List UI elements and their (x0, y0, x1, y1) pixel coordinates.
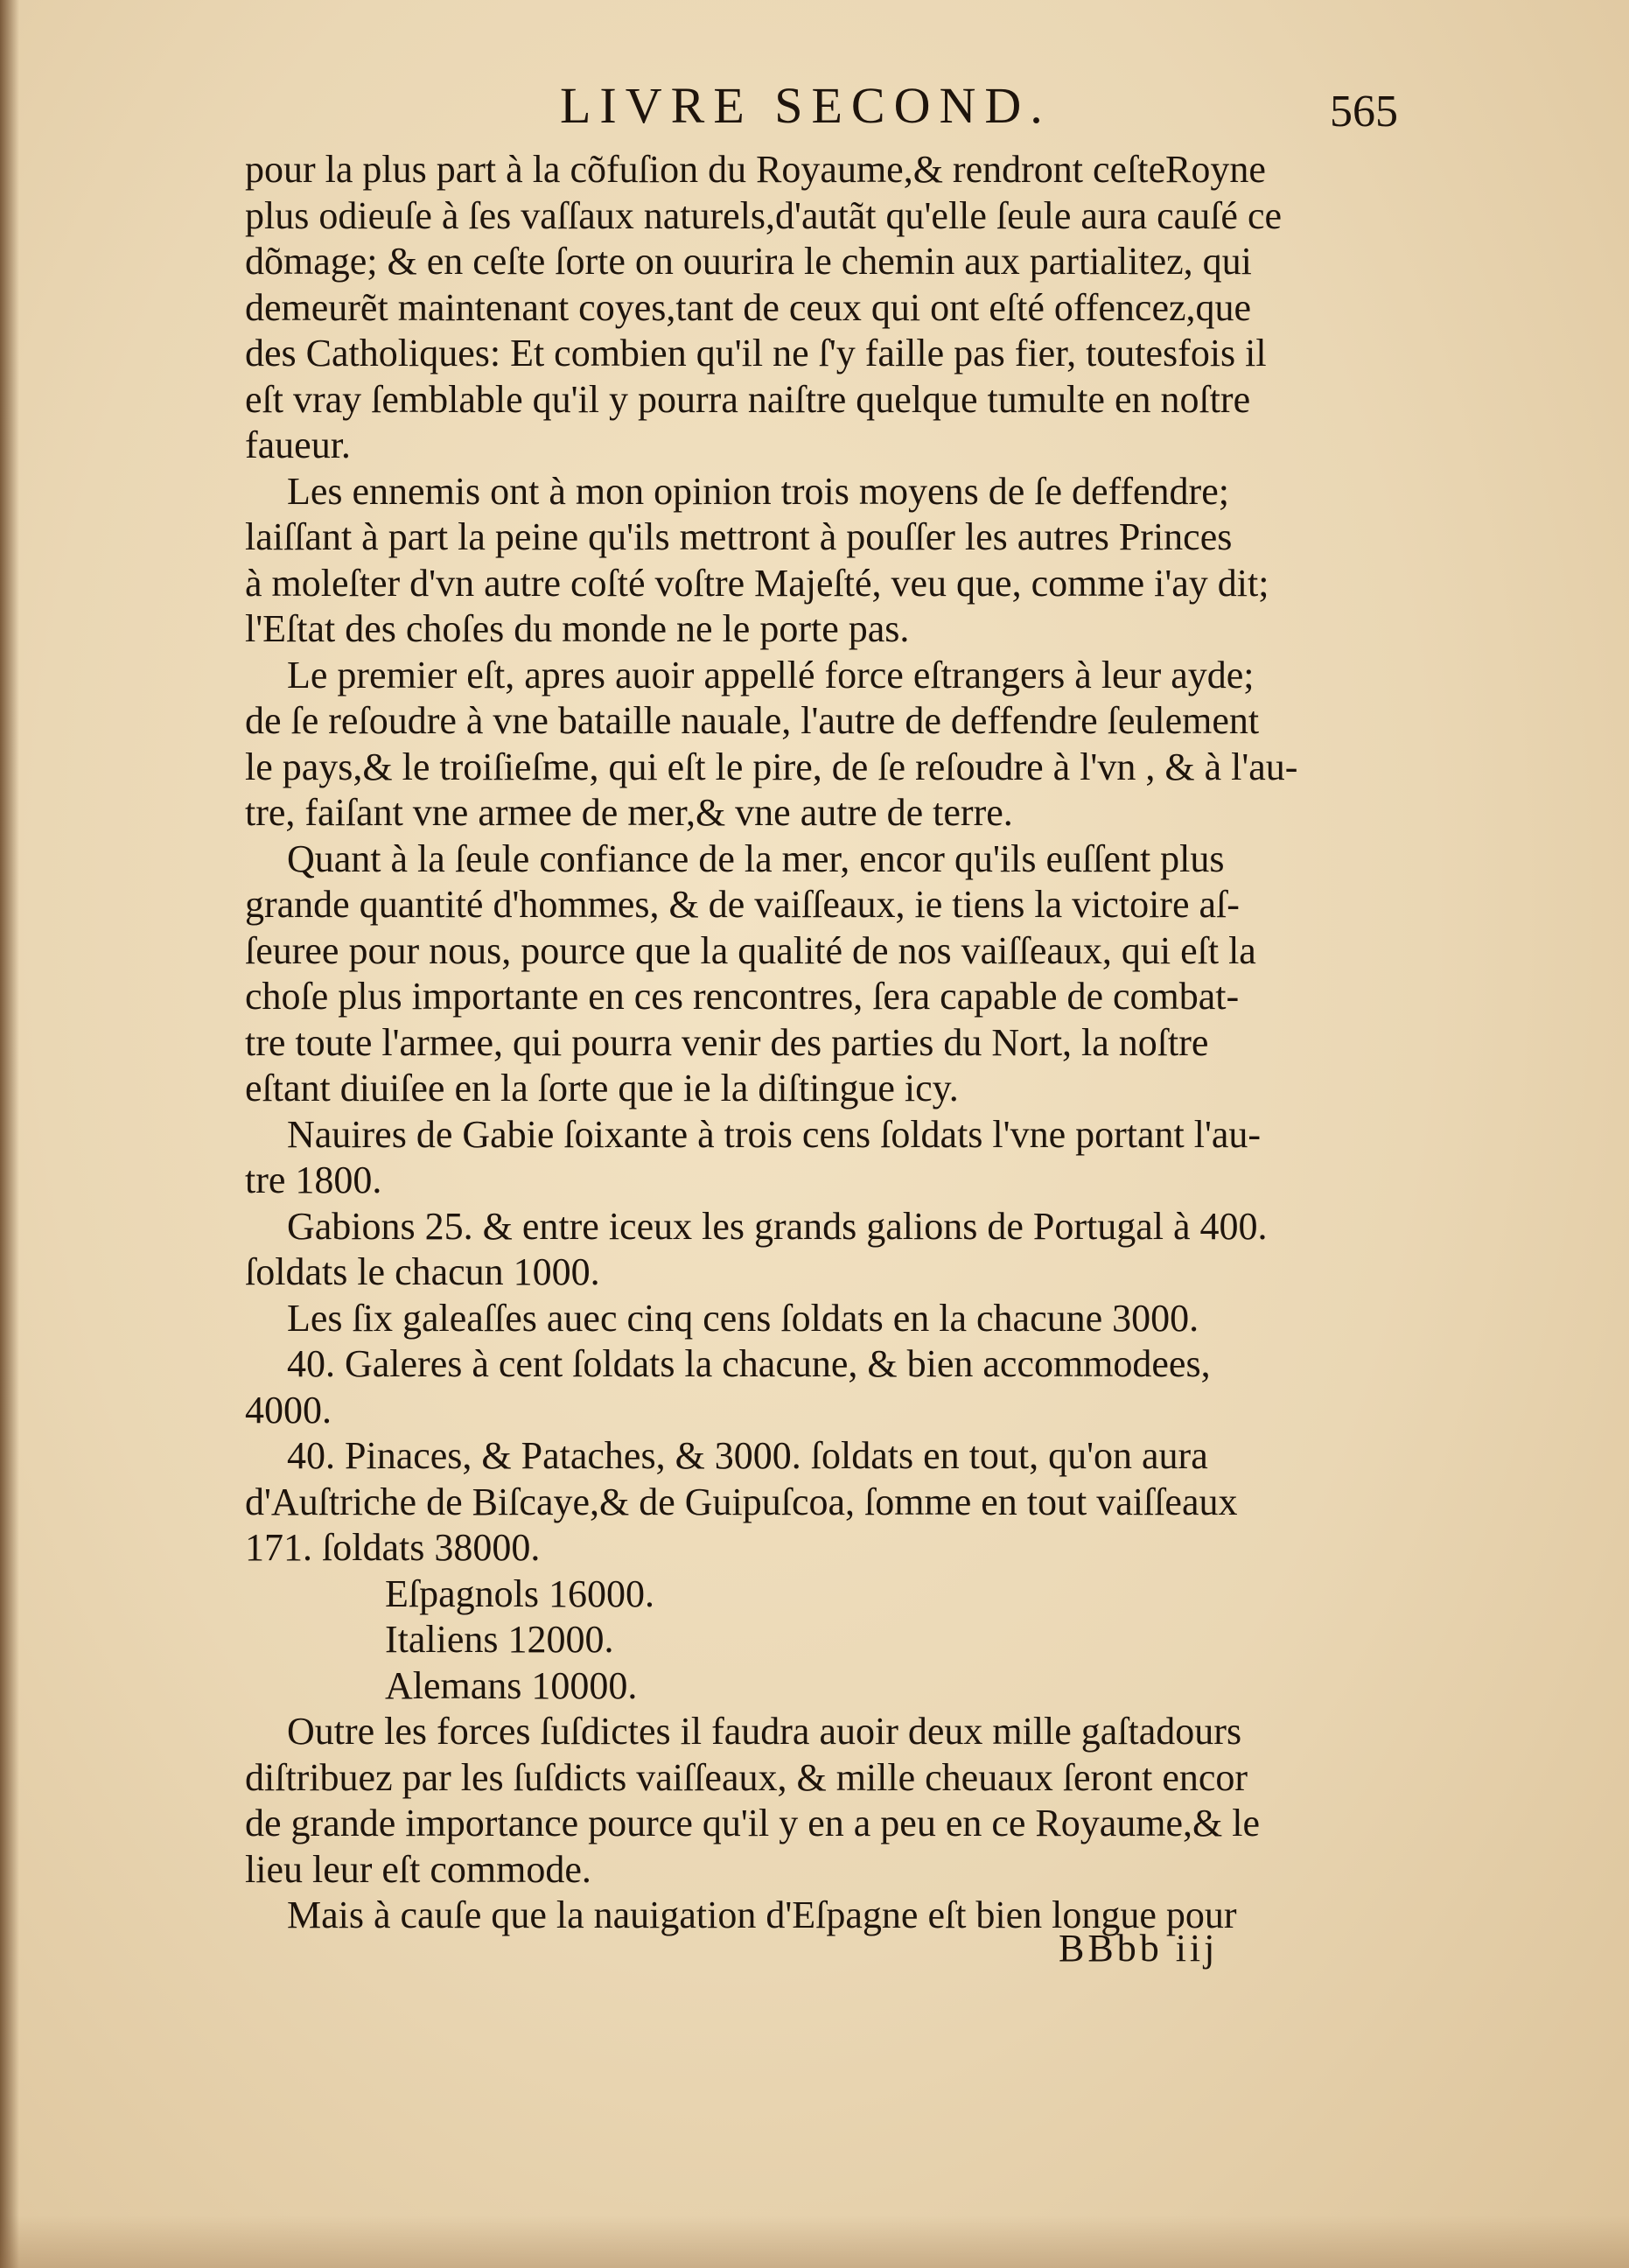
text-line: d'Auſtriche de Biſcaye,& de Guipuſcoa, ſomme en tout vaiſſeaux (245, 1480, 1238, 1523)
text-line: Mais à cauſe que la nauigation d'Eſpagne eſt bien longue pour (287, 1894, 1237, 1936)
text-line: tre, faiſant vne armee de mer,& vne autre de terre. (245, 791, 1013, 834)
text-line: Les ſix galeaſſes auec cinq cens ſoldats en la chacune 3000. (287, 1296, 1199, 1340)
text-line: le pays,& le troiſieſme, qui eſt le pire, de ſe reſoudre à l'vn , & à l'au- (245, 745, 1298, 788)
text-line: Alemans 10000. (385, 1663, 638, 1707)
text-line: laiſſant à part la peine qu'ils mettront à pouſſer les autres Princes (245, 515, 1233, 558)
text-line: Eſpagnols 16000. (385, 1572, 654, 1615)
text-line: demeurẽt maintenant coyes,tant de ceux qui ont eſté offencez,que (245, 285, 1252, 329)
text-line: 40. Galeres à cent ſoldats la chacune, & bien accommodees, (287, 1342, 1211, 1385)
text-line: ſoldats le chacun 1000. (245, 1250, 600, 1293)
text-line: pour la plus part à la cõfuſion du Royaume,& rendront ceſteRoyne (245, 148, 1266, 191)
text-line: 4000. (245, 1388, 332, 1432)
text-line: tre 1800. (245, 1158, 382, 1201)
text-line: dõmage; & en ceſte ſorte on ouurira le chemin aux partialitez, qui (245, 240, 1252, 283)
text-line: choſe plus importante en ces rencontres, ſera capable de combat- (245, 975, 1240, 1018)
text-line: 171. ſoldats 38000. (245, 1526, 541, 1569)
text-line: des Catholiques: Et combien qu'il ne ſ'y faille pas fier, toutesfois il (245, 332, 1267, 374)
page-number: 565 (1330, 87, 1398, 136)
text-line: lieu leur eſt commode. (245, 1847, 591, 1891)
text-line: l'Eſtat des choſes du monde ne le porte pas. (245, 607, 910, 650)
text-line: à moleſter d'vn autre coſté voſtre Majeſté, veu que, comme i'ay dit; (245, 561, 1269, 605)
signature-mark: BBbb iij (1059, 1927, 1219, 1970)
body-text (245, 147, 1422, 1939)
text-line: diſtribuez par les ſuſdicts vaiſſeaux, & mille cheuaux ſeront encor (245, 1755, 1248, 1799)
text-line: eſtant diuiſee en la ſorte que ie la diſtingue icy. (245, 1067, 959, 1110)
text-line: faueur. (245, 424, 351, 466)
page-bottom-shade (0, 2216, 1629, 2268)
text-line: plus odieuſe à ſes vaſſaux naturels,d'autãt qu'elle ſeule aura cauſé ce (245, 193, 1283, 237)
page-gutter-shadow (0, 0, 19, 2268)
text-line: Quant à la ſeule confiance de la mer, encor qu'ils euſſent plus (287, 836, 1225, 880)
text-line: Gabions 25. & entre iceux les grands galions de Portugal à 400. (287, 1204, 1268, 1248)
text-line: de ſe reſoudre à vne bataille nauale, l'autre de deffendre ſeulement (245, 699, 1260, 742)
text-line: de grande importance pource qu'il y en a peu en ce Royaume,& le (245, 1802, 1261, 1844)
text-line: ſeuree pour nous, pource que la qualité de nos vaiſſeaux, qui eſt la (245, 928, 1256, 972)
text-line: eſt vray ſemblable qu'il y pourra naiſtre quelque tumulte en noſtre (245, 377, 1251, 421)
text-line: Outre les forces ſuſdictes il faudra auoir deux mille gaſtadours (287, 1710, 1242, 1753)
text-line: grande quantité d'hommes, & de vaiſſeaux, ie tiens la victoire aſ- (245, 883, 1240, 926)
text-line: Nauires de Gabie ſoixante à trois cens ſoldats l'vne portant l'au- (287, 1112, 1262, 1156)
text-line: Les ennemis ont à mon opinion trois moyens de ſe deffendre; (287, 469, 1229, 513)
text-line: tre toute l'armee, qui pourra venir des parties du Nort, la noſtre (245, 1020, 1209, 1064)
text-line: Italiens 12000. (385, 1618, 614, 1661)
text-line: Le premier eſt, apres auoir appellé force eſtrangers à leur ayde; (287, 653, 1255, 696)
text-line: 40. Pinaces, & Pataches, & 3000. ſoldats en tout, qu'on aura (287, 1434, 1208, 1477)
running-title: LIVRE SECOND. (560, 77, 1052, 134)
